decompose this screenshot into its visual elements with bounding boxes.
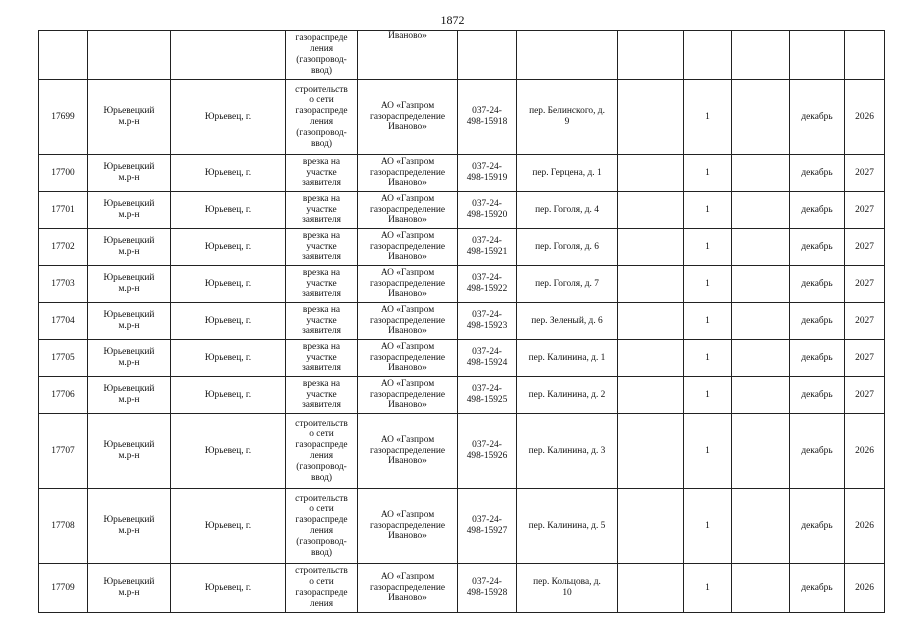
cell-year: 2027	[845, 155, 885, 192]
cell-extra-1	[618, 377, 684, 414]
table-row	[39, 489, 885, 564]
cell-extra-2	[732, 31, 790, 80]
cell-municipality: Юрьевецкий м.р-н	[88, 192, 171, 229]
cell-month: декабрь	[790, 155, 845, 192]
cell-id: 17702	[39, 229, 88, 266]
cell-extra-2	[732, 266, 790, 303]
cell-extra-2	[732, 377, 790, 414]
cell-id: 17704	[39, 303, 88, 340]
cell-code: 037-24- 498-15921	[458, 229, 517, 266]
cell-extra-1	[618, 340, 684, 377]
cell-locality: Юрьевец, г.	[171, 229, 286, 266]
cell-month: декабрь	[790, 414, 845, 489]
cell-quantity: 1	[684, 377, 732, 414]
cell-extra-2	[732, 155, 790, 192]
cell-code: 037-24- 498-15926	[458, 414, 517, 489]
cell-code: 037-24- 498-15925	[458, 377, 517, 414]
table-row	[39, 266, 885, 303]
cell-year: 2027	[845, 340, 885, 377]
cell-extra-1	[618, 489, 684, 564]
cell-address: пер. Калинина, д. 3	[517, 414, 618, 489]
cell-code: 037-24- 498-15918	[458, 80, 517, 155]
cell-month: декабрь	[790, 303, 845, 340]
registry-table	[38, 30, 885, 613]
cell-id: 17705	[39, 340, 88, 377]
cell-extra-1	[618, 229, 684, 266]
cell-extra-1	[618, 266, 684, 303]
cell-municipality: Юрьевецкий м.р-н	[88, 564, 171, 613]
cell-work-type: врезка на участке заявителя	[286, 155, 358, 192]
cell-code: 037-24- 498-15924	[458, 340, 517, 377]
cell-quantity: 1	[684, 155, 732, 192]
cell-quantity: 1	[684, 564, 732, 613]
cell-locality: Юрьевец, г.	[171, 377, 286, 414]
cell-year: 2027	[845, 303, 885, 340]
cell-locality	[171, 31, 286, 80]
cell-work-type: врезка на участке заявителя	[286, 266, 358, 303]
cell-work-type: строительств о сети газораспреде ления (газопровод- ввод)	[286, 414, 358, 489]
cell-extra-1	[618, 564, 684, 613]
table-row	[39, 155, 885, 192]
cell-month: декабрь	[790, 377, 845, 414]
cell-organization: АО «Газпром газораспределение Иваново»	[358, 377, 458, 414]
cell-quantity: 1	[684, 266, 732, 303]
cell-quantity: 1	[684, 192, 732, 229]
cell-address: пер. Калинина, д. 2	[517, 377, 618, 414]
cell-locality: Юрьевец, г.	[171, 155, 286, 192]
cell-locality: Юрьевец, г.	[171, 414, 286, 489]
cell-code: 037-24- 498-15927	[458, 489, 517, 564]
cell-month	[790, 31, 845, 80]
cell-extra-2	[732, 489, 790, 564]
cell-id: 17707	[39, 414, 88, 489]
cell-address: пер. Герцена, д. 1	[517, 155, 618, 192]
table-row	[39, 80, 885, 155]
cell-work-type: врезка на участке заявителя	[286, 303, 358, 340]
cell-organization: АО «Газпром газораспределение Иваново»	[358, 414, 458, 489]
cell-locality: Юрьевец, г.	[171, 80, 286, 155]
cell-year: 2026	[845, 489, 885, 564]
cell-quantity	[684, 31, 732, 80]
cell-month: декабрь	[790, 564, 845, 613]
cell-extra-2	[732, 80, 790, 155]
cell-organization: АО «Газпром газораспределение Иваново»	[358, 266, 458, 303]
cell-id: 17699	[39, 80, 88, 155]
cell-year: 2026	[845, 414, 885, 489]
cell-address: пер. Белинского, д. 9	[517, 80, 618, 155]
cell-year: 2026	[845, 80, 885, 155]
cell-municipality: Юрьевецкий м.р-н	[88, 155, 171, 192]
cell-extra-1	[618, 192, 684, 229]
cell-quantity: 1	[684, 229, 732, 266]
cell-extra-1	[618, 31, 684, 80]
cell-address: пер. Калинина, д. 1	[517, 340, 618, 377]
cell-organization: АО «Газпром газораспределение Иваново»	[358, 303, 458, 340]
table-body	[39, 31, 885, 613]
cell-year: 2026	[845, 564, 885, 613]
cell-work-type: врезка на участке заявителя	[286, 229, 358, 266]
table-row	[39, 229, 885, 266]
cell-address	[517, 31, 618, 80]
cell-organization: АО «Газпром газораспределение Иваново»	[358, 192, 458, 229]
cell-address: пер. Калинина, д. 5	[517, 489, 618, 564]
cell-locality: Юрьевец, г.	[171, 340, 286, 377]
cell-locality: Юрьевец, г.	[171, 489, 286, 564]
cell-address: пер. Гоголя, д. 4	[517, 192, 618, 229]
table-row	[39, 303, 885, 340]
table-row	[39, 377, 885, 414]
cell-extra-1	[618, 414, 684, 489]
cell-address: пер. Кольцова, д. 10	[517, 564, 618, 613]
cell-id: 17700	[39, 155, 88, 192]
cell-extra-2	[732, 229, 790, 266]
cell-municipality: Юрьевецкий м.р-н	[88, 414, 171, 489]
cell-organization: АО «Газпром газораспределение Иваново»	[358, 489, 458, 564]
cell-month: декабрь	[790, 192, 845, 229]
cell-year: 2027	[845, 229, 885, 266]
cell-work-type: строительств о сети газораспреде ления (газопровод- ввод)	[286, 489, 358, 564]
cell-month: декабрь	[790, 229, 845, 266]
cell-locality: Юрьевец, г.	[171, 266, 286, 303]
cell-municipality: Юрьевецкий м.р-н	[88, 489, 171, 564]
cell-work-type: строительств о сети газораспреде ления	[286, 564, 358, 613]
cell-code: 037-24- 498-15928	[458, 564, 517, 613]
table-row	[39, 564, 885, 613]
cell-municipality	[88, 31, 171, 80]
cell-quantity: 1	[684, 340, 732, 377]
cell-month: декабрь	[790, 80, 845, 155]
table-row	[39, 340, 885, 377]
cell-municipality: Юрьевецкий м.р-н	[88, 229, 171, 266]
table-row	[39, 192, 885, 229]
cell-code: 037-24- 498-15919	[458, 155, 517, 192]
page-number: 1872	[440, 13, 465, 27]
cell-extra-1	[618, 80, 684, 155]
cell-quantity: 1	[684, 303, 732, 340]
cell-id: 17709	[39, 564, 88, 613]
cell-work-type: врезка на участке заявителя	[286, 377, 358, 414]
cell-organization: АО «Газпром газораспределение Иваново»	[358, 564, 458, 613]
cell-address: пер. Гоголя, д. 6	[517, 229, 618, 266]
cell-municipality: Юрьевецкий м.р-н	[88, 266, 171, 303]
cell-municipality: Юрьевецкий м.р-н	[88, 340, 171, 377]
cell-work-type: врезка на участке заявителя	[286, 340, 358, 377]
cell-municipality: Юрьевецкий м.р-н	[88, 80, 171, 155]
cell-id: 17703	[39, 266, 88, 303]
cell-extra-2	[732, 414, 790, 489]
cell-year: 2027	[845, 377, 885, 414]
cell-id: 17701	[39, 192, 88, 229]
cell-year	[845, 31, 885, 80]
cell-quantity: 1	[684, 414, 732, 489]
cell-locality: Юрьевец, г.	[171, 192, 286, 229]
cell-organization: АО «Газпром газораспределение Иваново»	[358, 340, 458, 377]
cell-code: 037-24- 498-15920	[458, 192, 517, 229]
cell-extra-2	[732, 303, 790, 340]
cell-month: декабрь	[790, 489, 845, 564]
cell-extra-2	[732, 564, 790, 613]
cell-address: пер. Гоголя, д. 7	[517, 266, 618, 303]
cell-code	[458, 31, 517, 80]
table-row	[39, 414, 885, 489]
cell-extra-2	[732, 340, 790, 377]
table-row-continuation	[39, 31, 885, 80]
cell-locality: Юрьевец, г.	[171, 564, 286, 613]
cell-address: пер. Зеленый, д. 6	[517, 303, 618, 340]
cell-work-type: строительств о сети газораспреде ления (газопровод- ввод)	[286, 80, 358, 155]
cell-extra-2	[732, 192, 790, 229]
cell-organization: АО «Газпром газораспределение Иваново»	[358, 80, 458, 155]
cell-year: 2027	[845, 266, 885, 303]
cell-quantity: 1	[684, 489, 732, 564]
cell-month: декабрь	[790, 340, 845, 377]
cell-id: 17708	[39, 489, 88, 564]
cell-organization: АО «Газпром газораспределение Иваново»	[358, 155, 458, 192]
cell-id: 17706	[39, 377, 88, 414]
cell-municipality: Юрьевецкий м.р-н	[88, 303, 171, 340]
cell-municipality: Юрьевецкий м.р-н	[88, 377, 171, 414]
cell-code: 037-24- 498-15923	[458, 303, 517, 340]
cell-locality: Юрьевец, г.	[171, 303, 286, 340]
cell-quantity: 1	[684, 80, 732, 155]
cell-id	[39, 31, 88, 80]
cell-code: 037-24- 498-15922	[458, 266, 517, 303]
cell-year: 2027	[845, 192, 885, 229]
cell-organization: Иваново»	[358, 31, 458, 80]
cell-work-type: врезка на участке заявителя	[286, 192, 358, 229]
cell-month: декабрь	[790, 266, 845, 303]
cell-extra-1	[618, 303, 684, 340]
cell-organization: АО «Газпром газораспределение Иваново»	[358, 229, 458, 266]
cell-work-type: газораспреде ления (газопровод- ввод)	[286, 31, 358, 80]
cell-extra-1	[618, 155, 684, 192]
